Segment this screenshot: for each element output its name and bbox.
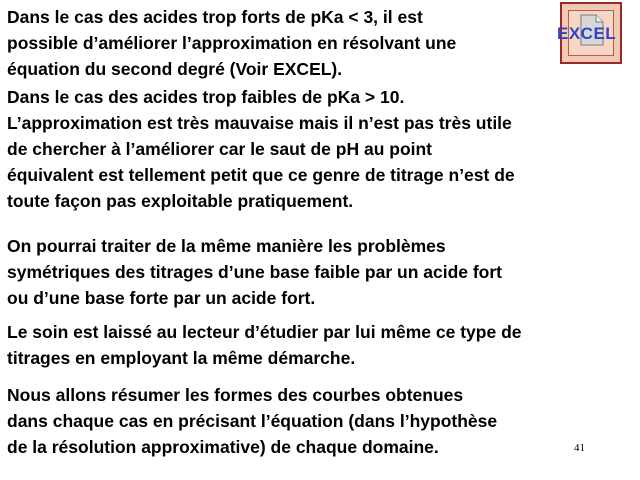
text-line: titrages en employant la même démarche. — [7, 348, 356, 368]
excel-link-label[interactable]: EXCEL — [557, 24, 617, 43]
text-line: Nous allons résumer les formes des courbes obtenues — [7, 385, 464, 405]
text-line: Dans le cas des acides trop faibles de pKa > 10. — [7, 87, 405, 107]
text-line: de la résolution approximative) de chaque domaine. — [7, 437, 439, 457]
text-line: Dans le cas des acides trop forts de pKa < 3, il est — [7, 7, 423, 27]
text-line: symétriques des titrages d’une base faible par un acide fort — [7, 262, 503, 282]
paragraph-strong-acids — [7, 4, 456, 82]
text-line: équivalent est tellement petit que ce genre de titrage n’est de — [7, 165, 515, 185]
text-line: dans chaque cas en précisant l’équation (dans l’hypothèse — [7, 411, 498, 431]
text-line: On pourrai traiter de la même manière les problèmes — [7, 236, 446, 256]
text-line: possible d’améliorer l’approximation en résolvant une — [7, 33, 457, 53]
text-line: Le soin est laissé au lecteur d’étudier par lui même ce type de — [7, 322, 522, 342]
paragraph-symmetric-problems — [7, 233, 502, 311]
text-line: équation du second degré (Voir EXCEL). — [7, 59, 343, 79]
page-number: 41 — [574, 442, 585, 454]
paragraph-weak-acids — [7, 84, 515, 214]
paragraph-summary — [7, 382, 497, 460]
text-line: L’approximation est très mauvaise mais il n’est pas très utile — [7, 113, 512, 133]
text-line: de chercher à l’améliorer car le saut de pH au point — [7, 139, 433, 159]
text-line: toute façon pas exploitable pratiquement. — [7, 191, 354, 211]
text-line: ou d’une base forte par un acide fort. — [7, 288, 316, 308]
paragraph-reader-exercise — [7, 319, 522, 371]
